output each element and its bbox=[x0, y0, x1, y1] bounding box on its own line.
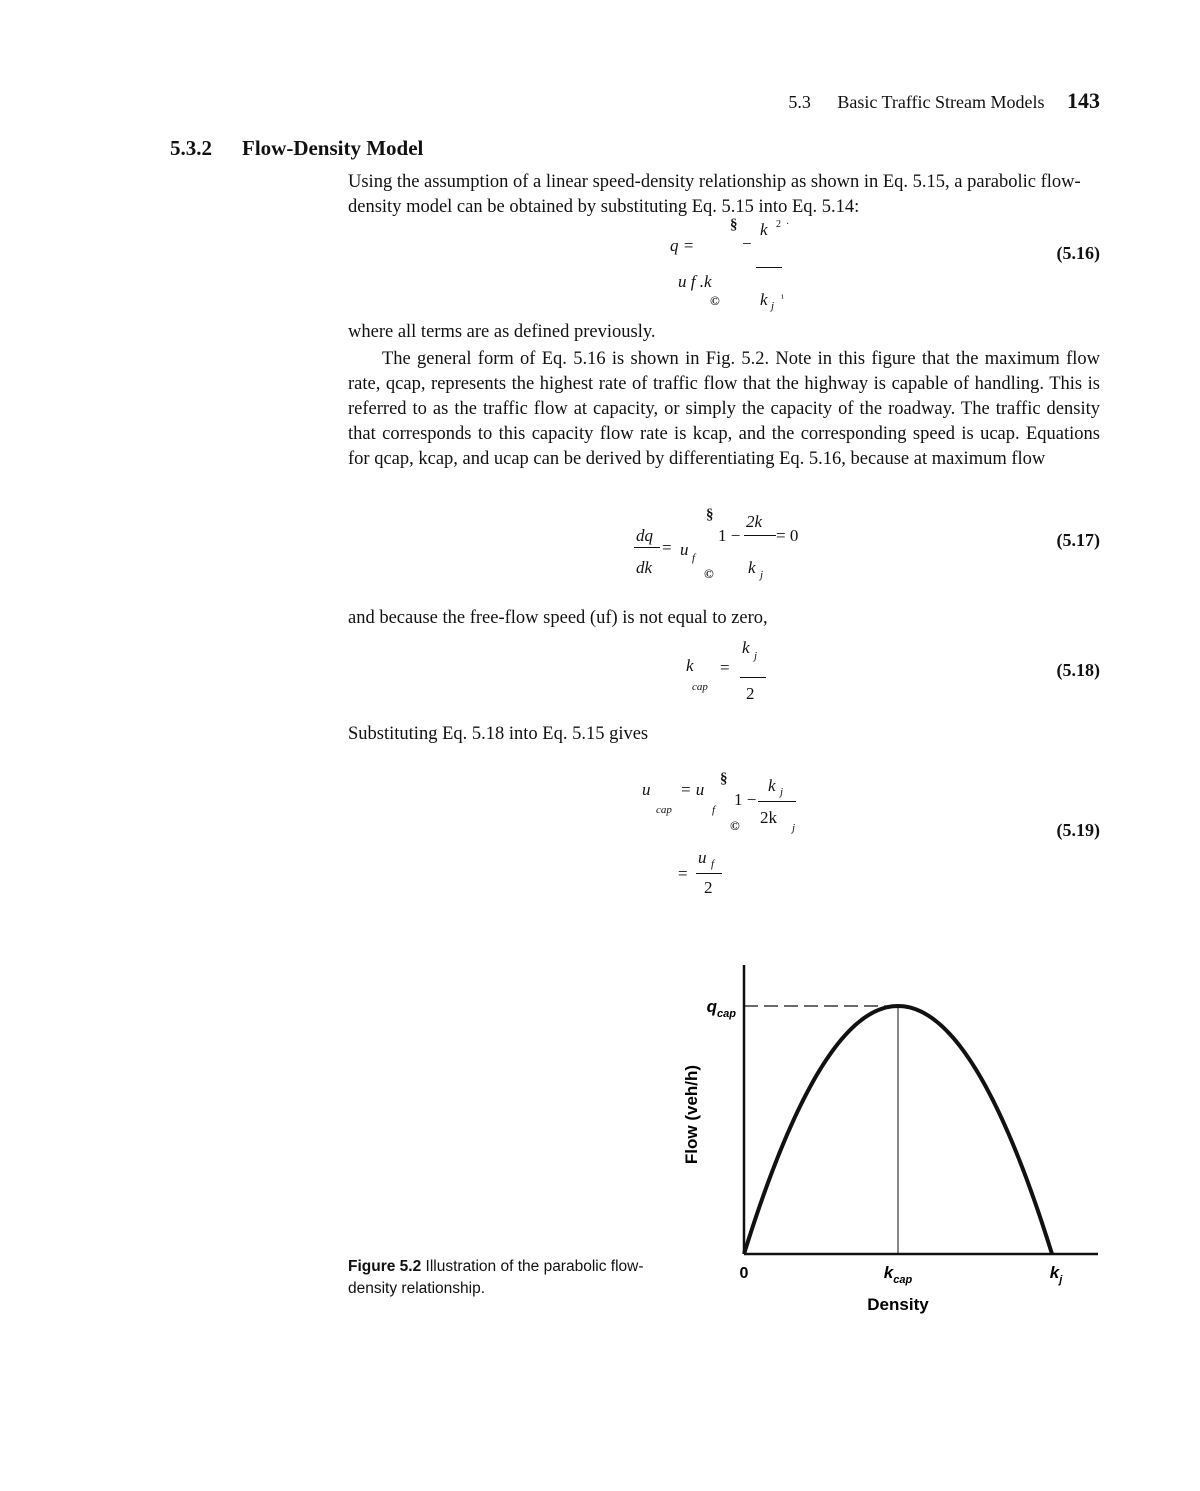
eq517-uf: u bbox=[680, 540, 689, 559]
eq519-one-minus: 1 − bbox=[734, 790, 757, 809]
eq519-den: 2k bbox=[760, 808, 777, 827]
eq516-mark-b: ¹ bbox=[781, 293, 784, 304]
eq519-lhs-sub: cap bbox=[656, 804, 672, 816]
section-number: 5.3.2 bbox=[170, 136, 212, 160]
x-tick-origin: 0 bbox=[739, 1265, 749, 1282]
eq516-mark-a: · bbox=[786, 219, 790, 230]
eq516-num: k bbox=[760, 220, 768, 239]
x-tick-k-j: $k_j$ bbox=[1049, 1263, 1063, 1286]
eq518-eq-sign: = bbox=[720, 658, 730, 677]
paragraph-substituting: Substituting Eq. 5.18 into Eq. 5.15 gives bbox=[348, 724, 649, 744]
eq518-den: 2 bbox=[746, 684, 755, 703]
eq517-uf-sub: f bbox=[692, 552, 696, 564]
paragraph-free-flow: and because the free-flow speed (uf) is not equal to zero, bbox=[348, 608, 768, 628]
page-number: 143 bbox=[1067, 88, 1100, 113]
eq516-den: k bbox=[760, 290, 768, 309]
eq518-lhs-sub: cap bbox=[692, 681, 708, 693]
eq517-one-minus: 1 − bbox=[718, 526, 741, 545]
eq517-bracket-close: © bbox=[704, 566, 714, 581]
header-section-title: Basic Traffic Stream Models bbox=[837, 92, 1045, 112]
eq517-num: 2k bbox=[746, 512, 763, 531]
paragraph-after-516: where all terms are as defined previously. bbox=[348, 322, 656, 342]
eq517-number: (5.17) bbox=[1056, 530, 1100, 550]
eq516-bracket-open: § bbox=[730, 217, 738, 233]
eq517-den-sub: j bbox=[760, 569, 764, 581]
eq519-den-sub: j bbox=[792, 822, 796, 834]
y-tick-q-cap: $q_{cap}$ bbox=[706, 997, 736, 1020]
eq519-num-sub: j bbox=[780, 786, 784, 798]
eq517-den: k bbox=[748, 558, 756, 577]
eq516-minus: − bbox=[742, 234, 752, 253]
eq519-line2-num: u bbox=[698, 848, 707, 867]
eq519-lhs: u bbox=[642, 780, 651, 799]
x-axis-label: Density bbox=[867, 1295, 929, 1314]
eq516-term: u f .k bbox=[678, 272, 712, 291]
eq516-num-exp: 2 bbox=[776, 219, 781, 230]
eq517-bracket-open: § bbox=[706, 507, 714, 523]
eq519-num: k bbox=[768, 776, 776, 795]
paragraph-general-form: The general form of Eq. 5.16 is shown in Fig. 5.2. Note in this figure that the maximum flow rate, qcap, represents the highest rate of traffic flow that the highway is capable of handling. This is referred to as the traffic flow at capacity, or simply the capacity of the roadway. The traffic density that corresponds to this capacity flow rate is kcap, and the corresponding speed is ucap. Equations for qcap, kcap, and ucap can be derived by differentiating Eq. 5.16, because at maximum flow bbox=[348, 349, 1100, 469]
paragraph-intro: Using the assumption of a linear speed-density relationship as shown in Eq. 5.15, a parabolic flow-density model can be obtained by substituting Eq. 5.15 into Eq. 5.14: bbox=[348, 172, 1081, 217]
eq518-lhs: k bbox=[686, 656, 694, 675]
eq519-eq-sign: = u bbox=[680, 780, 705, 799]
eq519-number: (5.19) bbox=[1056, 820, 1100, 840]
eq518-num: k bbox=[742, 638, 750, 657]
header-section-number: 5.3 bbox=[788, 92, 811, 112]
eq517-rhs: = 0 bbox=[776, 526, 799, 545]
eq519-bracket-close: © bbox=[730, 818, 740, 833]
y-axis-label: Flow (veh/h) bbox=[682, 1064, 701, 1165]
x-tick-k-cap: $k_{cap}$ bbox=[883, 1263, 913, 1286]
eq519-line2-eq: = bbox=[678, 864, 688, 883]
eq516-lhs: q = bbox=[670, 236, 695, 255]
eq516-den-sub: j bbox=[771, 300, 775, 312]
eq519-bracket-open: § bbox=[720, 771, 728, 787]
eq517-dk: dk bbox=[636, 558, 653, 577]
figure-caption-text: Illustration of the parabolic flow-density relationship. bbox=[348, 1258, 644, 1297]
eq517-eq-sign: = bbox=[662, 538, 672, 557]
eq519-line2-num-sub: f bbox=[711, 858, 715, 870]
eq518-number: (5.18) bbox=[1056, 660, 1100, 680]
eq519-line2-den: 2 bbox=[704, 878, 713, 897]
eq517-dq: dq bbox=[636, 526, 653, 545]
figure-caption-label: Figure 5.2 bbox=[348, 1258, 422, 1275]
eq519-uf-sub: f bbox=[712, 804, 716, 816]
section-title: Flow-Density Model bbox=[242, 136, 424, 160]
eq518-num-sub: j bbox=[754, 650, 758, 662]
eq516-number: (5.16) bbox=[1056, 243, 1100, 263]
eq516-bracket-close: © bbox=[710, 293, 720, 308]
